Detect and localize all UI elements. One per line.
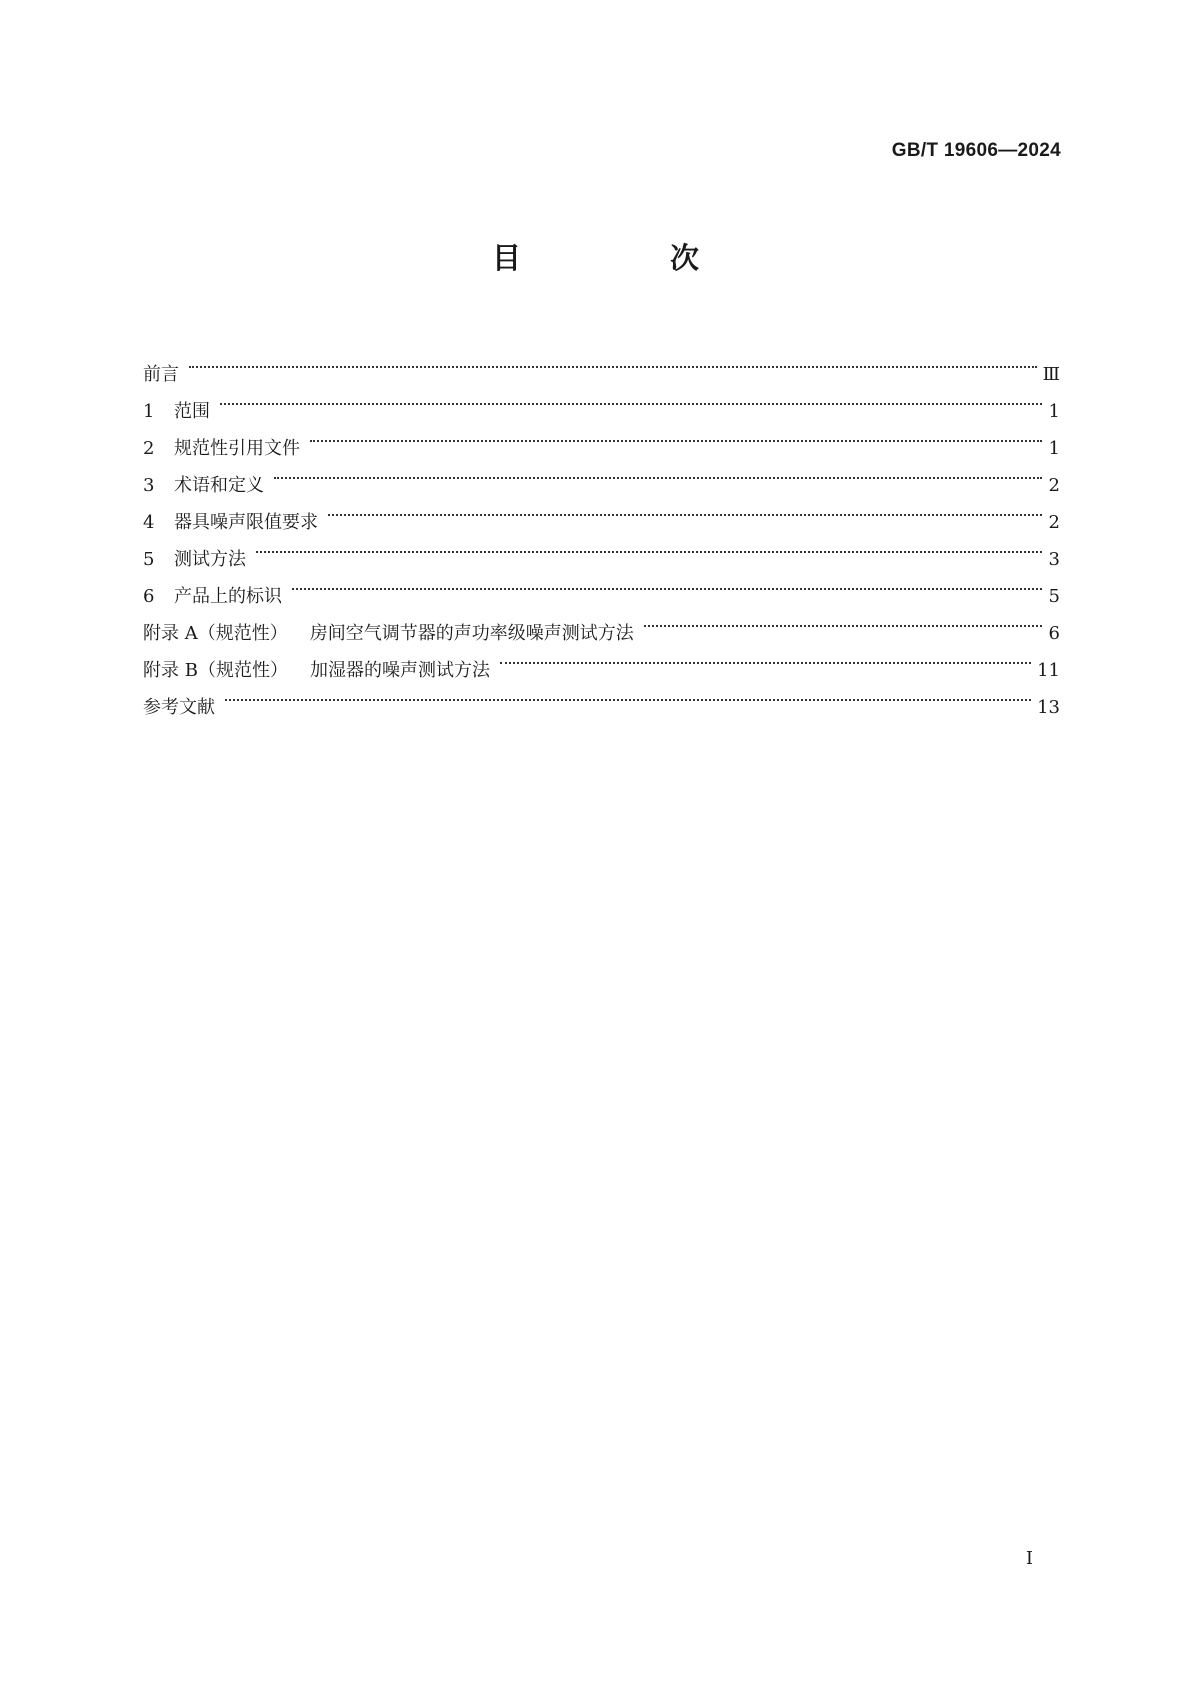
toc-dot-leader — [328, 491, 1042, 528]
toc-entry-label: 前言 — [143, 364, 179, 385]
toc-entry-label: 附录 B（规范性） — [143, 660, 288, 681]
toc-entry-page: 1 — [1048, 438, 1060, 459]
toc-entry-number: 5 — [143, 549, 155, 570]
toc-dot-leader — [189, 343, 1037, 380]
toc-entry-label: 范围 — [174, 401, 210, 422]
toc-dot-leader — [500, 639, 1031, 676]
toc-dot-leader — [644, 602, 1042, 639]
toc-entry-3[interactable] — [143, 454, 1060, 496]
standard-code: GB/T 19606—2024 — [891, 140, 1061, 161]
toc-entry-1[interactable] — [143, 380, 1060, 422]
toc-entry-page: Ⅲ — [1042, 364, 1060, 385]
toc-entry-page: 5 — [1048, 586, 1060, 607]
toc-dot-leader — [310, 417, 1042, 454]
toc-dot-leader — [220, 380, 1042, 417]
toc-entry-label: 测试方法 — [174, 549, 246, 570]
toc-entry-foreword[interactable] — [143, 343, 1060, 385]
toc-entry-label: 产品上的标识 — [174, 586, 282, 607]
toc-dot-leader — [274, 454, 1042, 491]
toc-entry-page: 6 — [1048, 623, 1060, 644]
toc-entry-page: 2 — [1048, 475, 1060, 496]
toc-entry-number: 4 — [143, 512, 155, 533]
toc-entry-6[interactable] — [143, 565, 1060, 607]
toc-entry-label: 附录 A（规范性） — [143, 623, 288, 644]
toc-entry-4[interactable] — [143, 491, 1060, 533]
toc-dot-leader — [292, 565, 1042, 602]
toc-entry-5[interactable] — [143, 528, 1060, 570]
page-number: Ⅰ — [1025, 1548, 1033, 1569]
toc-dot-leader — [256, 528, 1042, 565]
toc-entry-label: 参考文献 — [143, 697, 215, 718]
toc-entry-label: 规范性引用文件 — [174, 438, 300, 459]
toc-entry-number: 1 — [143, 401, 155, 422]
toc-entry-subtitle: 房间空气调节器的声功率级噪声测试方法 — [309, 623, 634, 644]
toc-entry-number: 3 — [143, 475, 155, 496]
toc-entry-label: 术语和定义 — [174, 475, 264, 496]
toc-entry-2[interactable] — [143, 417, 1060, 459]
toc-dot-leader — [225, 676, 1031, 713]
table-of-contents — [143, 343, 1060, 718]
toc-entry-page: 1 — [1048, 401, 1060, 422]
toc-entry-bibliography[interactable] — [143, 676, 1060, 718]
page-title-text: 目 次 — [491, 241, 759, 275]
toc-entry-subtitle: 加湿器的噪声测试方法 — [309, 660, 490, 681]
toc-entry-page: 2 — [1048, 512, 1060, 533]
toc-entry-page: 3 — [1048, 549, 1060, 570]
page-title — [0, 241, 1191, 275]
toc-entry-number: 2 — [143, 438, 155, 459]
toc-entry-page: 11 — [1037, 660, 1060, 681]
toc-entry-number: 6 — [143, 586, 155, 607]
toc-entry-page: 13 — [1037, 697, 1060, 718]
toc-entry-label: 器具噪声限值要求 — [174, 512, 318, 533]
